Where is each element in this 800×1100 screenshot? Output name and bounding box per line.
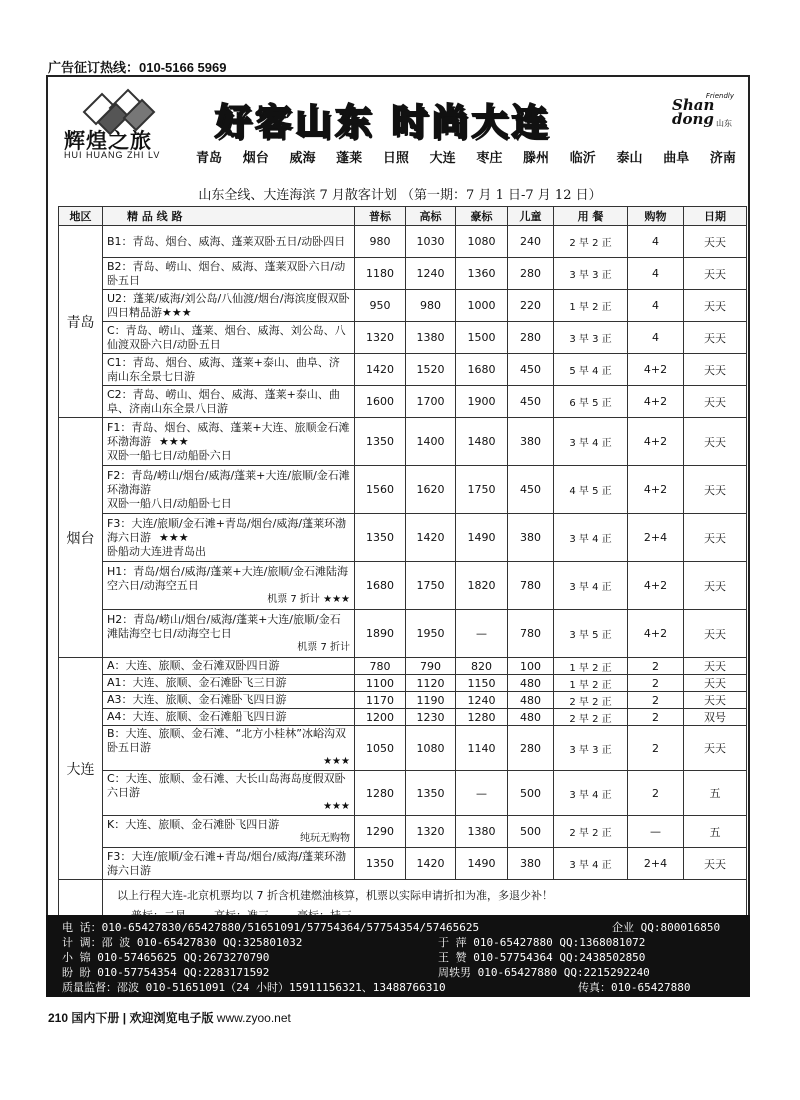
shopping-cell: 4+2	[628, 354, 684, 386]
price-child: 380	[508, 514, 554, 562]
table-row	[59, 675, 747, 692]
shopping-cell: 2+4	[628, 848, 684, 880]
price-high: 1240	[406, 258, 456, 290]
shopping-cell: 4+2	[628, 466, 684, 514]
shopping-cell: 4	[628, 290, 684, 322]
shandong-logo-text: Shandong	[672, 96, 715, 128]
footer-section: 国内下册	[71, 1011, 120, 1025]
price-standard: 1350	[355, 514, 406, 562]
shopping-cell: 2	[628, 771, 684, 816]
price-high: 1700	[406, 386, 456, 418]
route-rating: ★★★	[159, 434, 189, 448]
header-standard: 普标	[355, 207, 406, 226]
brand-name-en: HUI HUANG ZHI LV	[64, 150, 161, 160]
route-cell	[103, 418, 355, 466]
route-transport: 双卧一船七日/动船卧六日	[107, 448, 232, 462]
meal-cell: 3 早 4 正	[554, 514, 628, 562]
price-standard: 1890	[355, 610, 406, 658]
price-child: 480	[508, 692, 554, 709]
date-cell: 双号	[684, 709, 747, 726]
table-row	[59, 816, 747, 848]
price-high: 980	[406, 290, 456, 322]
tour-table	[58, 206, 747, 933]
date-cell: 天天	[684, 386, 747, 418]
route-rating: ★★★	[159, 530, 189, 544]
price-luxury: 1380	[456, 816, 508, 848]
meal-cell: 1 早 2 正	[554, 290, 628, 322]
date-cell: 五	[684, 771, 747, 816]
note-airfare: 以上行程大连-北京机票均以 7 折含机建燃油核算，机票以实际申请折扣为准，多退少补！	[117, 889, 553, 902]
shopping-cell: 4	[628, 226, 684, 258]
page-footer	[48, 1009, 291, 1026]
price-high: 790	[406, 658, 456, 675]
meal-cell: 3 早 4 正	[554, 848, 628, 880]
city-5: 大连	[429, 151, 456, 166]
price-standard: 980	[355, 226, 406, 258]
footer-page: 210	[48, 1011, 69, 1025]
price-standard: 1170	[355, 692, 406, 709]
price-high: 1400	[406, 418, 456, 466]
date-cell: 天天	[684, 226, 747, 258]
price-standard: 1680	[355, 562, 406, 610]
table-row	[59, 354, 747, 386]
route-name: B1：青岛、烟台、威海、蓬莱双卧五日/动卧四日	[107, 234, 346, 248]
table-row	[59, 466, 747, 514]
city-10: 曲阜	[663, 151, 690, 166]
price-standard: 1280	[355, 771, 406, 816]
price-high: 1120	[406, 675, 456, 692]
meal-cell: 3 早 3 正	[554, 726, 628, 771]
meal-cell: 1 早 2 正	[554, 675, 628, 692]
header-region: 地区	[59, 207, 103, 226]
brand-name: 辉煌之旅	[64, 128, 152, 153]
price-child: 240	[508, 226, 554, 258]
shopping-cell: 2	[628, 726, 684, 771]
route-cell	[103, 692, 355, 709]
meal-cell: 2 早 2 正	[554, 709, 628, 726]
price-child: 280	[508, 726, 554, 771]
city-11: 济南	[709, 151, 736, 166]
route-name: H2：青岛/崂山/烟台/威海/蓬莱+大连/旅顺/金石滩陆海空七日/动海空七日	[107, 612, 341, 640]
price-high: 1230	[406, 709, 456, 726]
route-name: A3：大连、旅顺、金石滩卧飞四日游	[107, 693, 287, 706]
shandong-logo-friendly: Friendly	[705, 92, 734, 100]
date-cell: 天天	[684, 290, 747, 322]
price-high: 1380	[406, 322, 456, 354]
price-high: 1520	[406, 354, 456, 386]
price-luxury: 1240	[456, 692, 508, 709]
contact-planner-3: 小 锦 010-57465625 QQ:2673270790	[62, 951, 270, 964]
city-list	[196, 147, 736, 166]
route-cell	[103, 709, 355, 726]
price-luxury: 1900	[456, 386, 508, 418]
table-row	[59, 258, 747, 290]
city-8: 临沂	[569, 151, 596, 166]
price-child: 100	[508, 658, 554, 675]
price-child: 450	[508, 354, 554, 386]
price-child: 450	[508, 386, 554, 418]
price-luxury: 1680	[456, 354, 508, 386]
header-meal: 用 餐	[554, 207, 628, 226]
contact-planner-1: 计 调：邵 波 010-65427830 QQ:325801032	[62, 936, 303, 949]
meal-cell: 3 早 4 正	[554, 771, 628, 816]
table-row	[59, 692, 747, 709]
contact-planner-2: 于 萍 010-65427880 QQ:1368081072	[438, 936, 646, 949]
price-standard: 780	[355, 658, 406, 675]
date-cell: 天天	[684, 466, 747, 514]
route-cell	[103, 226, 355, 258]
date-cell: 天天	[684, 514, 747, 562]
route-name: C1：青岛、烟台、威海、蓬莱+泰山、曲阜、济南山东全景七日游	[107, 355, 340, 383]
shopping-cell: 2	[628, 675, 684, 692]
shopping-cell: 2	[628, 692, 684, 709]
route-transport: 卧船动大连进青岛出	[107, 544, 206, 558]
price-child: 280	[508, 258, 554, 290]
shopping-cell: 4+2	[628, 562, 684, 610]
route-cell	[103, 354, 355, 386]
price-high: 1420	[406, 848, 456, 880]
date-cell: 天天	[684, 418, 747, 466]
contact-quality: 质量监督：邵波 010-51651091（24 小时）15911156321、13488766310	[62, 981, 446, 994]
meal-cell: 1 早 2 正	[554, 658, 628, 675]
price-child: 380	[508, 418, 554, 466]
route-name: K：大连、旅顺、金石滩卧飞四日游	[107, 817, 280, 831]
route-cell	[103, 848, 355, 880]
price-high: 1080	[406, 726, 456, 771]
table-row	[59, 226, 747, 258]
route-cell	[103, 322, 355, 354]
contact-bar	[46, 915, 750, 997]
shandong-logo-tag: 山东	[716, 119, 732, 128]
contact-planner-6: 周轶男 010-65427880 QQ:2215292240	[438, 966, 650, 979]
meal-cell: 3 早 4 正	[554, 418, 628, 466]
date-cell: 天天	[684, 258, 747, 290]
route-cell	[103, 610, 355, 658]
city-3: 蓬莱	[336, 151, 363, 166]
route-name: F3：大连/旅顺/金石滩+青岛/烟台/威海/蓬莱环渤海六日游	[107, 849, 347, 877]
table-row	[59, 726, 747, 771]
price-high: 1190	[406, 692, 456, 709]
table-row	[59, 848, 747, 880]
price-luxury: 1820	[456, 562, 508, 610]
price-luxury: 1490	[456, 514, 508, 562]
date-cell: 天天	[684, 848, 747, 880]
price-luxury: 1140	[456, 726, 508, 771]
price-luxury: 1280	[456, 709, 508, 726]
slogan: 好客山东 时尚大连	[215, 101, 552, 143]
table-row	[59, 514, 747, 562]
price-luxury: 1490	[456, 848, 508, 880]
price-high: 1350	[406, 771, 456, 816]
price-child: 480	[508, 675, 554, 692]
shopping-cell: 4+2	[628, 610, 684, 658]
price-high: 1420	[406, 514, 456, 562]
route-name: C：青岛、崂山、蓬莱、烟台、威海、刘公岛、八仙渡双卧六日/动卧五日	[107, 323, 346, 351]
price-standard: 1180	[355, 258, 406, 290]
route-cell	[103, 675, 355, 692]
route-cell	[103, 466, 355, 514]
shandong-logo	[672, 92, 734, 136]
route-name: F2：青岛/崂山/烟台/威海/蓬莱+大连/旅顺/金石滩环渤海游	[107, 468, 350, 496]
route-cell	[103, 290, 355, 322]
date-cell: 天天	[684, 322, 747, 354]
route-cell	[103, 562, 355, 610]
meal-cell: 4 早 5 正	[554, 466, 628, 514]
city-2: 威海	[289, 151, 316, 166]
table-row	[59, 610, 747, 658]
price-child: 480	[508, 709, 554, 726]
price-luxury: —	[456, 771, 508, 816]
price-luxury: 1000	[456, 290, 508, 322]
city-9: 泰山	[616, 151, 643, 166]
price-standard: 1350	[355, 418, 406, 466]
table-row	[59, 562, 747, 610]
header-child: 儿童	[508, 207, 554, 226]
route-name: C：大连、旅顺、金石滩、大长山岛海岛度假双卧六日游	[107, 772, 346, 799]
footer-url: www.zyoo.net	[216, 1011, 291, 1025]
table-header	[59, 207, 747, 226]
contact-qq: 企业 QQ:800016850	[612, 921, 721, 934]
price-luxury: 1360	[456, 258, 508, 290]
route-name: C2：青岛、崂山、烟台、威海、蓬莱+泰山、曲阜、济南山东全景八日游	[107, 387, 340, 415]
page-title: 山东全线、大连海滨 7 月散客计划 （第一期：7 月 1 日-7 月 12 日）	[198, 188, 602, 203]
price-standard: 950	[355, 290, 406, 322]
price-standard: 1290	[355, 816, 406, 848]
route-name: F3：大连/旅顺/金石滩+青岛/烟台/威海/蓬莱环渤海六日游	[107, 516, 347, 544]
header-route: 精 品 线 路	[103, 207, 355, 226]
price-luxury: 1480	[456, 418, 508, 466]
region-cell: 青岛	[59, 226, 103, 418]
table-row	[59, 418, 747, 466]
date-cell: 天天	[684, 354, 747, 386]
route-cell	[103, 658, 355, 675]
region-cell: 烟台	[59, 418, 103, 658]
meal-cell: 3 早 5 正	[554, 610, 628, 658]
price-standard: 1560	[355, 466, 406, 514]
footer-sep: |	[122, 1011, 127, 1025]
city-1: 烟台	[242, 151, 269, 166]
price-standard: 1350	[355, 848, 406, 880]
price-standard: 1600	[355, 386, 406, 418]
route-note: 机票 7 折计	[297, 641, 350, 653]
shopping-cell: 2+4	[628, 514, 684, 562]
price-standard: 1420	[355, 354, 406, 386]
price-child: 220	[508, 290, 554, 322]
route-note: 纯玩无购物	[300, 832, 350, 844]
date-cell: 天天	[684, 675, 747, 692]
price-luxury: 1080	[456, 226, 508, 258]
route-cell	[103, 258, 355, 290]
price-child: 500	[508, 816, 554, 848]
route-name: H1：青岛/烟台/威海/蓬莱+大连/旅顺/金石滩陆海空六日/动海空五日	[107, 564, 349, 592]
shopping-cell: 4+2	[628, 418, 684, 466]
price-child: 500	[508, 771, 554, 816]
city-0: 青岛	[196, 151, 223, 166]
meal-cell: 3 早 3 正	[554, 258, 628, 290]
date-cell: 天天	[684, 562, 747, 610]
header-luxury: 豪标	[456, 207, 508, 226]
table-row	[59, 386, 747, 418]
date-cell: 天天	[684, 726, 747, 771]
header-date: 日期	[684, 207, 747, 226]
route-cell	[103, 816, 355, 848]
price-luxury: —	[456, 610, 508, 658]
price-luxury: 820	[456, 658, 508, 675]
contact-planner-5: 盼 盼 010-57754354 QQ:2283171592	[62, 966, 270, 979]
price-high: 1620	[406, 466, 456, 514]
region-cell: 大连	[59, 658, 103, 880]
route-transport: 双卧一船八日/动船卧七日	[107, 496, 232, 510]
meal-cell: 2 早 2 正	[554, 226, 628, 258]
shopping-cell: 4	[628, 322, 684, 354]
price-child: 450	[508, 466, 554, 514]
route-name: A1：大连、旅顺、金石滩卧飞三日游	[107, 676, 287, 689]
table-row	[59, 658, 747, 675]
route-name: B2：青岛、崂山、烟台、威海、蓬莱双卧六日/动卧五日	[107, 259, 346, 287]
footer-text: 欢迎浏览电子版	[129, 1011, 214, 1025]
price-luxury: 1750	[456, 466, 508, 514]
shopping-cell: 4	[628, 258, 684, 290]
header-shopping: 购物	[628, 207, 684, 226]
meal-cell: 2 早 2 正	[554, 816, 628, 848]
meal-cell: 3 早 3 正	[554, 322, 628, 354]
route-cell	[103, 726, 355, 771]
price-child: 780	[508, 562, 554, 610]
price-standard: 1320	[355, 322, 406, 354]
date-cell: 天天	[684, 610, 747, 658]
route-note: ★★★	[323, 801, 350, 812]
meal-cell: 6 早 5 正	[554, 386, 628, 418]
route-name: A4：大连、旅顺、金石滩船飞四日游	[107, 710, 287, 723]
shopping-cell: 2	[628, 658, 684, 675]
price-standard: 1050	[355, 726, 406, 771]
table-row	[59, 771, 747, 816]
price-high: 1030	[406, 226, 456, 258]
route-name: B：大连、旅顺、金石滩、“北方小桂林”冰峪沟双卧五日游	[107, 727, 346, 754]
date-cell: 天天	[684, 692, 747, 709]
meal-cell: 3 早 4 正	[554, 562, 628, 610]
contact-phone: 电 话：010-65427830/65427880/51651091/57754364/57754354/57465625	[62, 921, 480, 934]
header-high: 高标	[406, 207, 456, 226]
price-high: 1750	[406, 562, 456, 610]
route-note: 机票 7 折计 ★★★	[267, 593, 350, 605]
price-child: 780	[508, 610, 554, 658]
table-row	[59, 322, 747, 354]
route-name: A：大连、旅顺、金石滩双卧四日游	[107, 659, 280, 672]
date-cell: 五	[684, 816, 747, 848]
ad-hotline: 广告征订热线：010-5166 5969	[48, 60, 227, 75]
city-6: 枣庄	[476, 151, 503, 166]
route-cell	[103, 386, 355, 418]
price-high: 1320	[406, 816, 456, 848]
price-standard: 1100	[355, 675, 406, 692]
contact-fax: 传真：010-65427880	[578, 981, 691, 994]
price-luxury: 1150	[456, 675, 508, 692]
shopping-cell: —	[628, 816, 684, 848]
meal-cell: 2 早 2 正	[554, 692, 628, 709]
price-child: 380	[508, 848, 554, 880]
route-name: F1：青岛、烟台、威海、蓬莱+大连、旅顺金石滩环渤海游	[107, 420, 350, 448]
price-child: 280	[508, 322, 554, 354]
city-7: 滕州	[523, 151, 550, 166]
shopping-cell: 2	[628, 709, 684, 726]
city-4: 日照	[382, 151, 409, 166]
date-cell: 天天	[684, 658, 747, 675]
price-standard: 1200	[355, 709, 406, 726]
table-row	[59, 290, 747, 322]
meal-cell: 5 早 4 正	[554, 354, 628, 386]
table-row	[59, 709, 747, 726]
shopping-cell: 4+2	[628, 386, 684, 418]
price-high: 1950	[406, 610, 456, 658]
route-name: U2：蓬莱/威海/刘公岛/八仙渡/烟台/海滨度假双卧四日精品游★★★	[107, 291, 350, 319]
contact-planner-4: 王 赞 010-57754364 QQ:2438502850	[438, 951, 646, 964]
price-luxury: 1500	[456, 322, 508, 354]
route-cell	[103, 514, 355, 562]
route-note: ★★★	[323, 756, 350, 767]
route-cell	[103, 771, 355, 816]
